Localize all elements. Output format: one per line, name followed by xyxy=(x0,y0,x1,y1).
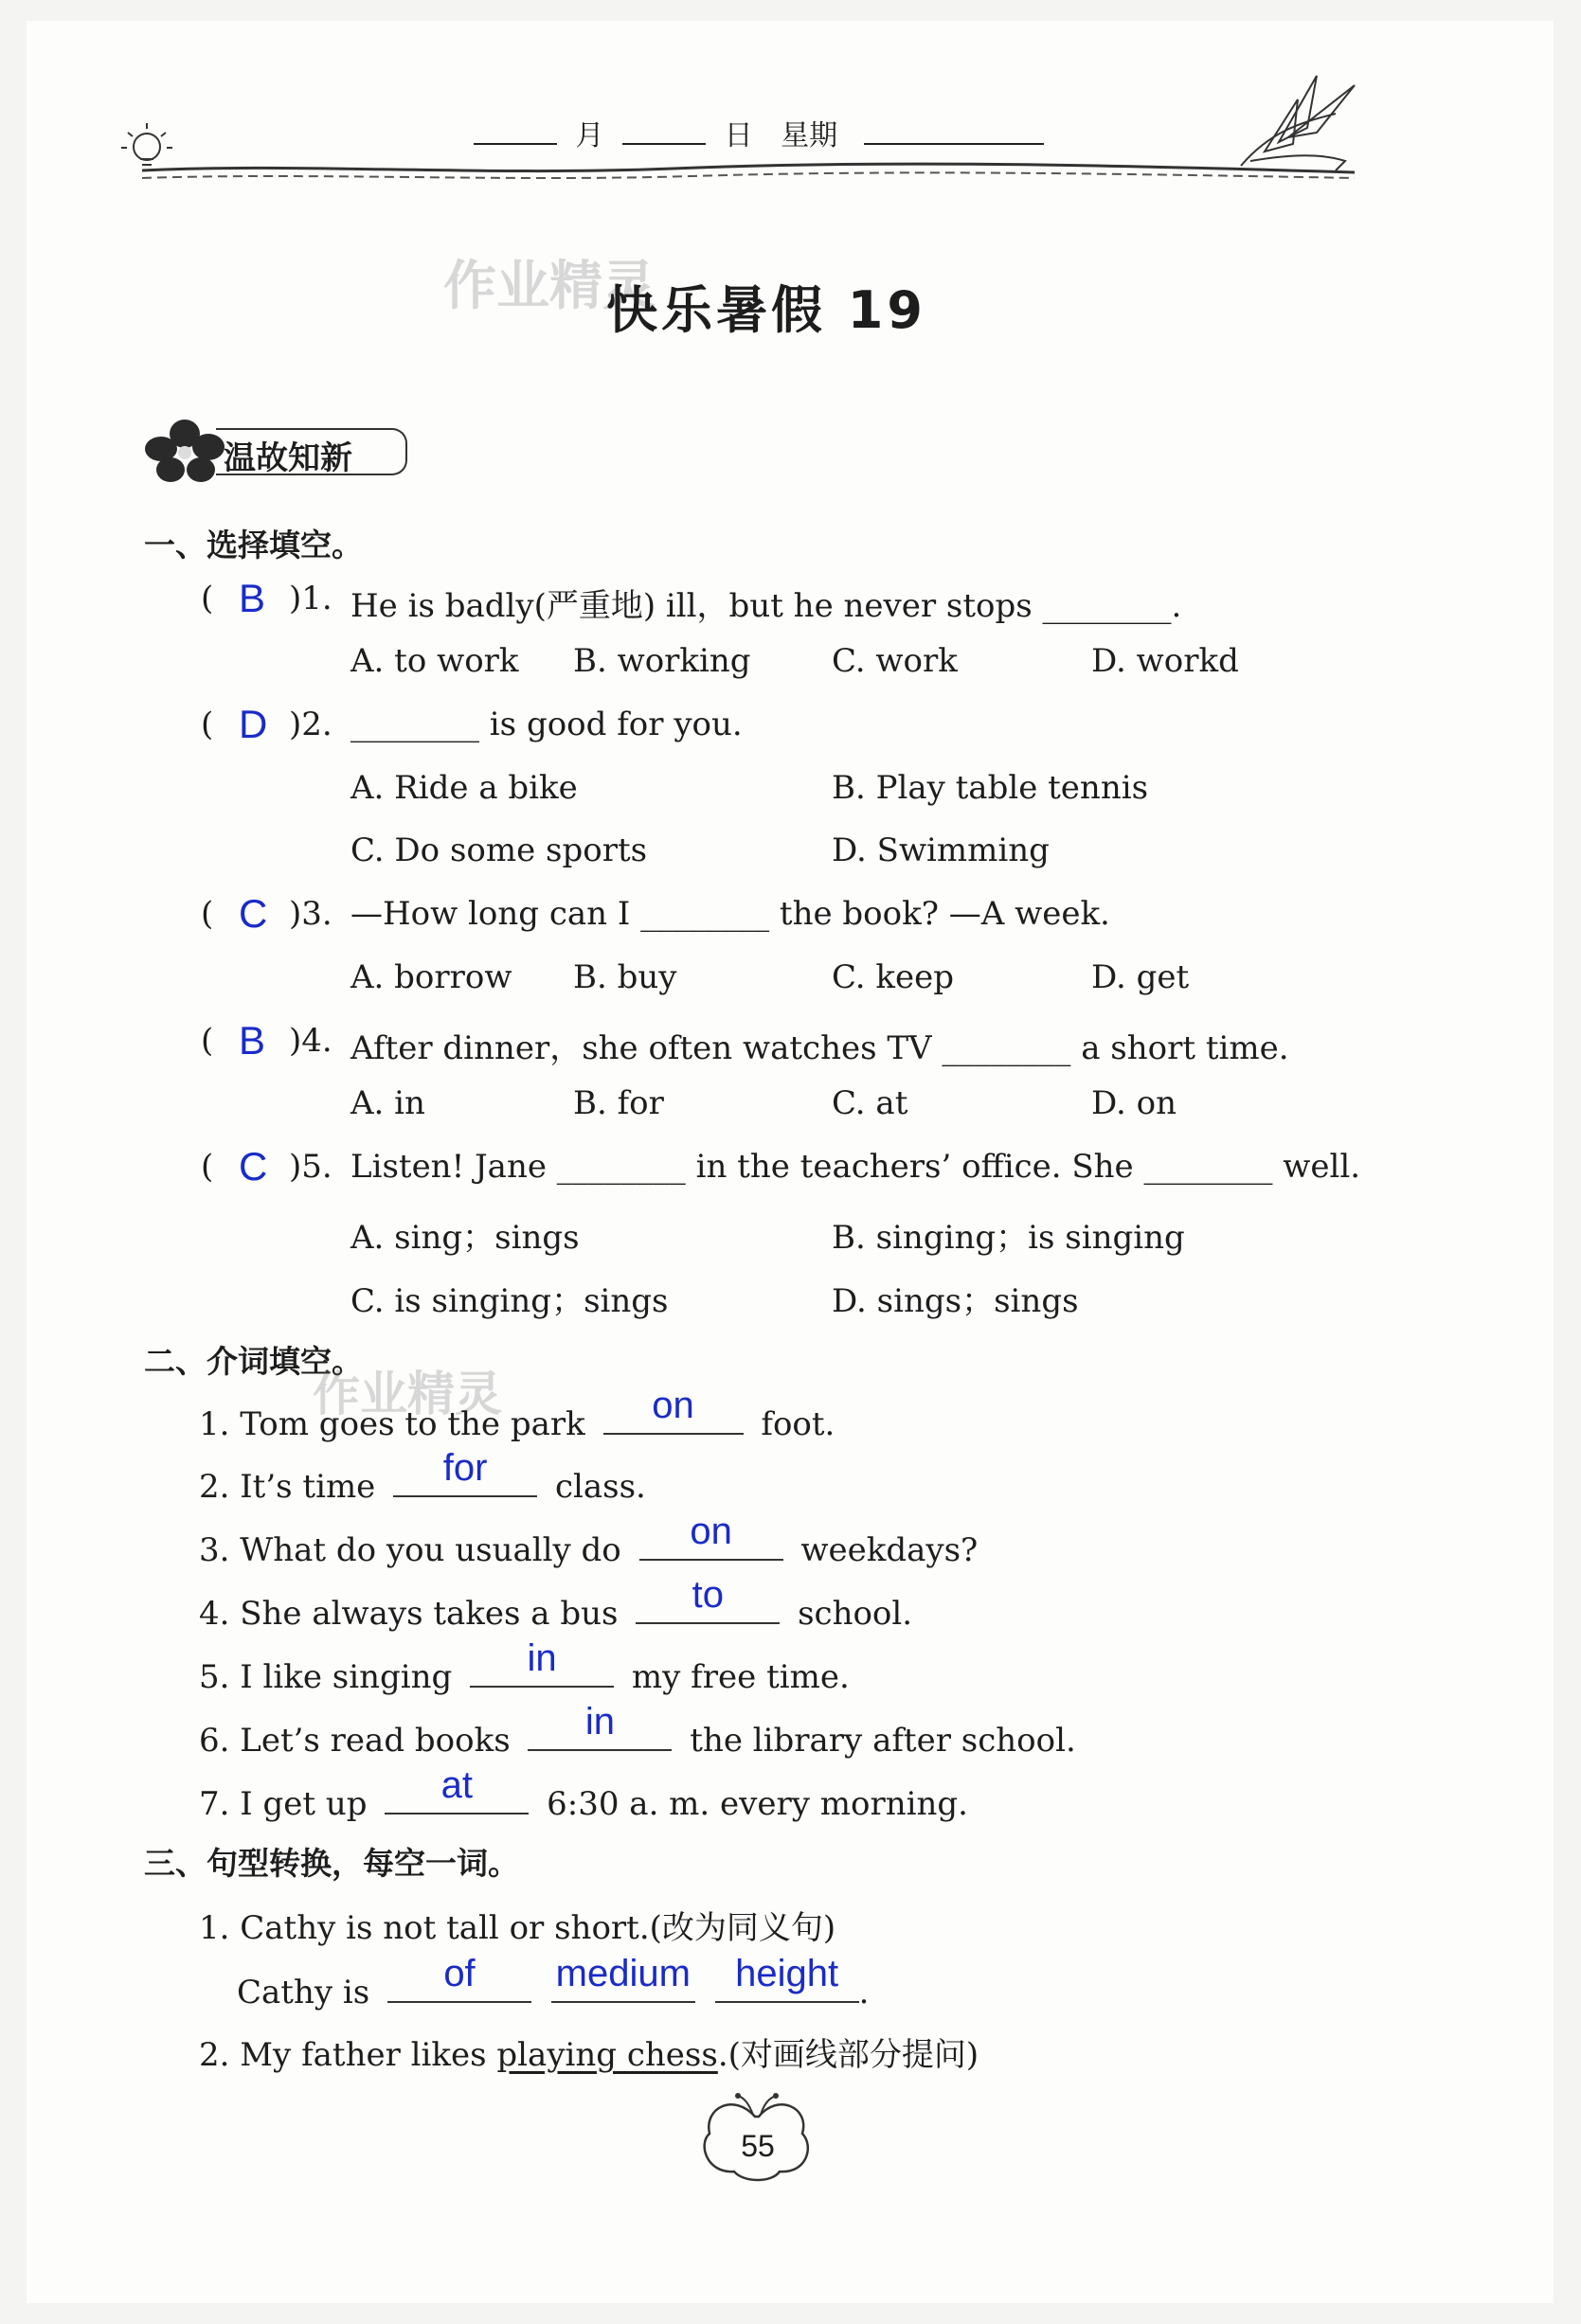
banner-label: 温故知新 xyxy=(224,439,352,477)
prep-item-3-answer: on xyxy=(690,1511,732,1552)
prep-item-1-answer: on xyxy=(652,1385,694,1426)
prep-item-1-blank[interactable] xyxy=(603,1385,744,1435)
prep-item-7-blank[interactable] xyxy=(385,1764,529,1815)
transform-q2-suffix: .(对画线部分提问) xyxy=(717,2036,979,2074)
transform-q1: 1. Cathy is not tall or short.(改为同义句) xyxy=(199,1909,836,1947)
hibiscus-flower-icon xyxy=(142,417,227,485)
prep-item-5-blank[interactable] xyxy=(470,1637,614,1688)
section-banner xyxy=(142,417,417,485)
q2-paren: ( xyxy=(201,706,214,743)
transform-q1-answer-2: medium xyxy=(555,1953,691,1994)
page-number: 55 xyxy=(741,2129,775,2163)
q2-option-b: B. Play table tennis xyxy=(832,769,1149,807)
prep-item-5 xyxy=(199,1637,850,1696)
prep-item-4 xyxy=(199,1574,913,1633)
prep-item-6-answer: in xyxy=(584,1701,616,1743)
q4-option-b: B. for xyxy=(573,1084,664,1122)
q5-answer[interactable]: C xyxy=(239,1144,268,1189)
month-label: 月 xyxy=(575,119,604,152)
q4-number: )4. xyxy=(289,1022,332,1060)
day-blank[interactable] xyxy=(622,116,706,145)
q2-option-a: A. Ride a bike xyxy=(350,769,578,807)
q4-answer[interactable]: B xyxy=(239,1018,266,1063)
transform-q1-answer-line xyxy=(237,1953,870,2011)
q1-text: He is badly(严重地) ill，but he never stops ________. xyxy=(350,587,1182,625)
prep-item-5-post: my free time. xyxy=(631,1658,850,1696)
q5-paren: ( xyxy=(201,1148,214,1186)
bird-of-paradise-flower-icon xyxy=(1241,76,1355,170)
date-line xyxy=(474,112,1044,153)
transform-q1-blank-3[interactable] xyxy=(715,1953,859,2003)
transform-q1-end: . xyxy=(858,1974,870,2011)
section2-heading: 二、介词填空。 xyxy=(144,1343,363,1380)
q2-option-d: D. Swimming xyxy=(832,831,1050,869)
prep-item-2-post: class. xyxy=(554,1468,646,1506)
prep-item-7 xyxy=(199,1764,968,1823)
q5-option-d: D. sings；sings xyxy=(832,1282,1079,1320)
q5-option-a: A. sing；sings xyxy=(350,1219,580,1257)
watermark-2: 作业精灵 xyxy=(313,1367,502,1421)
prep-item-3-blank[interactable] xyxy=(639,1511,783,1561)
transform-q2-underlined: playing chess xyxy=(496,2036,718,2074)
prep-item-7-text: 7. I get up xyxy=(199,1785,368,1823)
q3-option-c: C. keep xyxy=(832,958,955,996)
weekday-label: 星期 xyxy=(781,119,838,152)
q1-number: )1. xyxy=(289,580,332,617)
q2-answer[interactable]: D xyxy=(239,702,268,746)
page-title: 快乐暑假 19 xyxy=(606,280,926,340)
prep-item-5-answer: in xyxy=(527,1637,557,1679)
transform-q2 xyxy=(199,2029,979,2075)
prep-item-6-blank[interactable] xyxy=(528,1701,672,1751)
transform-q2-prefix: 2. My father likes xyxy=(199,2036,487,2074)
watermark: 作业精灵 xyxy=(443,256,656,317)
q4-option-c: C. at xyxy=(832,1084,908,1122)
q3-answer[interactable]: C xyxy=(239,891,268,936)
prep-item-5-text: 5. I like singing xyxy=(199,1658,453,1696)
transform-q1-prefix: Cathy is xyxy=(237,1974,370,2011)
transform-q1-answer-1: of xyxy=(443,1953,476,1994)
section3-heading: 三、句型转换，每空一词。 xyxy=(144,1845,519,1882)
q2-option-c: C. Do some sports xyxy=(350,831,648,869)
q3-option-a: A. borrow xyxy=(350,958,512,996)
prep-item-1-post: foot. xyxy=(761,1405,835,1443)
q4-paren: ( xyxy=(201,1022,214,1060)
q4-option-a: A. in xyxy=(350,1084,425,1122)
transform-q1-blank-1[interactable] xyxy=(387,1953,531,2003)
q1-paren: ( xyxy=(201,580,214,617)
transform-q1-answer-3: height xyxy=(735,1953,839,1994)
q5-option-c: C. is singing；sings xyxy=(350,1282,669,1320)
q3-option-d: D. get xyxy=(1091,958,1190,996)
prep-item-7-post: 6:30 a. m. every morning. xyxy=(547,1785,968,1823)
q3-option-b: B. buy xyxy=(573,958,677,996)
q1-option-c: C. work xyxy=(832,642,958,680)
q5-number: )5. xyxy=(289,1148,332,1186)
q2-number: )2. xyxy=(289,706,332,743)
prep-item-2 xyxy=(199,1447,646,1506)
prep-item-6 xyxy=(199,1701,1076,1760)
q3-paren: ( xyxy=(201,895,214,933)
prep-item-3-text: 3. What do you usually do xyxy=(199,1531,621,1569)
q4-text: After dinner，she often watches TV ________ a short time. xyxy=(350,1029,1289,1067)
prep-item-2-text: 2. It’s time xyxy=(199,1468,376,1506)
month-blank[interactable] xyxy=(474,116,557,145)
q5-option-b: B. singing；is singing xyxy=(832,1219,1185,1257)
transform-q1-blank-2[interactable] xyxy=(551,1953,695,2003)
q1-answer[interactable]: B xyxy=(239,576,266,620)
q1-option-b: B. working xyxy=(573,642,751,680)
lightbulb-icon xyxy=(121,123,172,165)
section1-heading: 一、选择填空。 xyxy=(144,527,363,563)
prep-item-3-post: weekdays? xyxy=(800,1531,979,1569)
weekday-blank[interactable] xyxy=(864,116,1044,145)
q3-number: )3. xyxy=(289,895,332,933)
prep-item-2-blank[interactable] xyxy=(393,1447,537,1497)
q5-text: Listen! Jane ________ in the teachers’ office. She ________ well. xyxy=(350,1148,1361,1186)
q2-text: ________ is good for you. xyxy=(350,706,743,743)
q1-option-a: A. to work xyxy=(350,642,519,680)
q3-text: —How long can I ________ the book? —A week. xyxy=(350,895,1110,933)
prep-item-4-answer: to xyxy=(692,1574,724,1616)
prep-item-7-answer: at xyxy=(440,1764,473,1806)
prep-item-4-blank[interactable] xyxy=(636,1574,780,1624)
prep-item-1-text: 1. Tom goes to the park xyxy=(199,1405,585,1443)
q1-option-d: D. workd xyxy=(1091,642,1239,680)
day-label: 日 xyxy=(724,119,753,152)
prep-item-2-answer: for xyxy=(442,1447,488,1489)
prep-item-3 xyxy=(199,1511,979,1569)
prep-item-4-text: 4. She always takes a bus xyxy=(199,1595,619,1633)
prep-item-6-text: 6. Let’s read books xyxy=(199,1722,511,1760)
prep-item-6-post: the library after school. xyxy=(690,1722,1076,1760)
prep-item-4-post: school. xyxy=(798,1595,913,1633)
q4-option-d: D. on xyxy=(1091,1084,1177,1122)
